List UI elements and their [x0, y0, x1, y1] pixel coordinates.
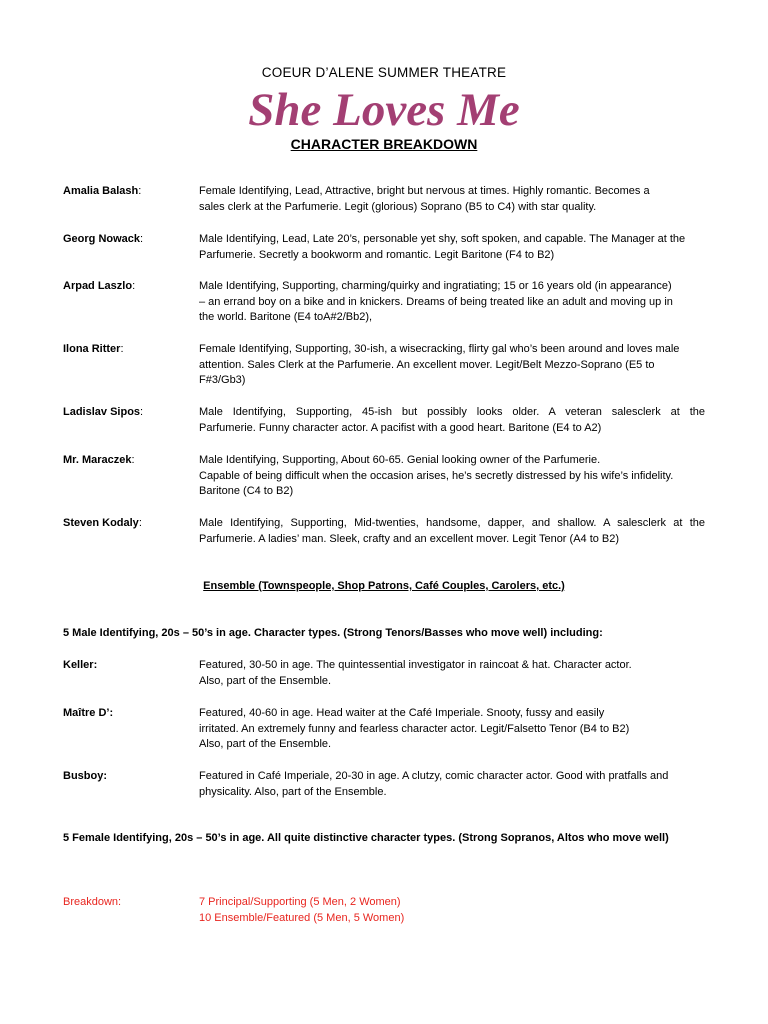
show-title: She Loves Me [248, 84, 520, 136]
character-name: Georg Nowack: [63, 233, 144, 245]
character-description: Male Identifying, Lead, Late 20’s, personable yet shy, soft spoken, and capable. The Manager at the Parfumerie. Secretly a bookworm and romantic. Legit Baritone (F4 to B2) [199, 233, 686, 261]
character-name: Steven Kodaly: [63, 517, 142, 529]
character-description: Male Identifying, Supporting, charming/quirky and ingratiating; 15 or 16 years old (in appearance) – an errand boy on a bike and in knickers. Dreams of being treated like an adult and moving up in the world. Baritone (E4 toA#2/Bb2), [199, 280, 673, 324]
page-subtitle: CHARACTER BREAKDOWN [290, 136, 478, 152]
character-name: Arpad Laszlo: [63, 280, 136, 292]
ensemble-heading: Ensemble (Townspeople, Shop Patrons, Café Couples, Carolers, etc.) [203, 580, 565, 592]
character-name: Ilona Ritter: [63, 343, 124, 355]
character-description: Female Identifying, Supporting, 30-ish, a wisecracking, flirty gal who’s been around and loves male attention. Sales Clerk at the Parfumerie. An excellent mover. Legit/Belt Mezzo-Soprano (E5 to F#3/Gb3) [199, 343, 680, 387]
character-description: Male Identifying, Supporting, About 60-65. Genial looking owner of the Parfumerie. Capable of being difficult when the occasion arises, he’s secretly distressed by his wife’s infidelity. Baritone (C4 to B2) [199, 454, 674, 498]
character-name: Ladislav Sipos: [63, 406, 144, 418]
featured-name: Busboy: [63, 770, 107, 782]
character-description: Male Identifying, Supporting, 45-ish but possibly looks older. A veteran salesclerk at the Parfumerie. Funny character actor. A pacifist with a good heart. Baritone (E4 to A2) [199, 406, 705, 434]
featured-description: Featured in Café Imperiale, 20-30 in age. A clutzy, comic character actor. Good with pratfalls and physicality. Also, part of the Ensemble. [199, 770, 669, 798]
featured-name: Keller: [63, 659, 98, 671]
breakdown-counts: 7 Principal/Supporting (5 Men, 2 Women) 10 Ensemble/Featured (5 Men, 5 Women) [199, 896, 405, 924]
character-description: Male Identifying, Supporting, Mid-twenties, handsome, dapper, and shallow. A salesclerk at the Parfumerie. A ladies’ man. Sleek, crafty and an excellent mover. Legit Tenor (A4 to B2) [199, 517, 705, 545]
featured-description: Featured, 40-60 in age. Head waiter at the Café Imperiale. Snooty, fussy and easily irritated. An extremely funny and fearless character actor. Legit/Falsetto Tenor (B4 to B2) Also, part of the Ensemble. [199, 707, 630, 751]
character-name: Amalia Balash: [63, 185, 142, 197]
featured-name: Maître D’: [63, 707, 114, 719]
character-name: Mr. Maraczek: [63, 454, 135, 466]
featured-description: Featured, 30-50 in age. The quintessential investigator in raincoat & hat. Character actor. Also, part of the Ensemble. [199, 659, 632, 687]
breakdown-label: Breakdown: [63, 896, 122, 908]
female-ensemble-intro: 5 Female Identifying, 20s – 50’s in age. All quite distinctive character types. (Strong Sopranos, Altos who move well) [63, 832, 669, 844]
male-ensemble-intro: 5 Male Identifying, 20s – 50’s in age. Character types. (Strong Tenors/Basses who move well) including: [63, 627, 603, 639]
character-description: Female Identifying, Lead, Attractive, bright but nervous at times. Highly romantic. Becomes a sales clerk at the Parfumerie. Legit (glorious) Soprano (B5 to C4) with star quality. [199, 185, 650, 213]
organization-name: COEUR D’ALENE SUMMER THEATRE [261, 65, 507, 80]
